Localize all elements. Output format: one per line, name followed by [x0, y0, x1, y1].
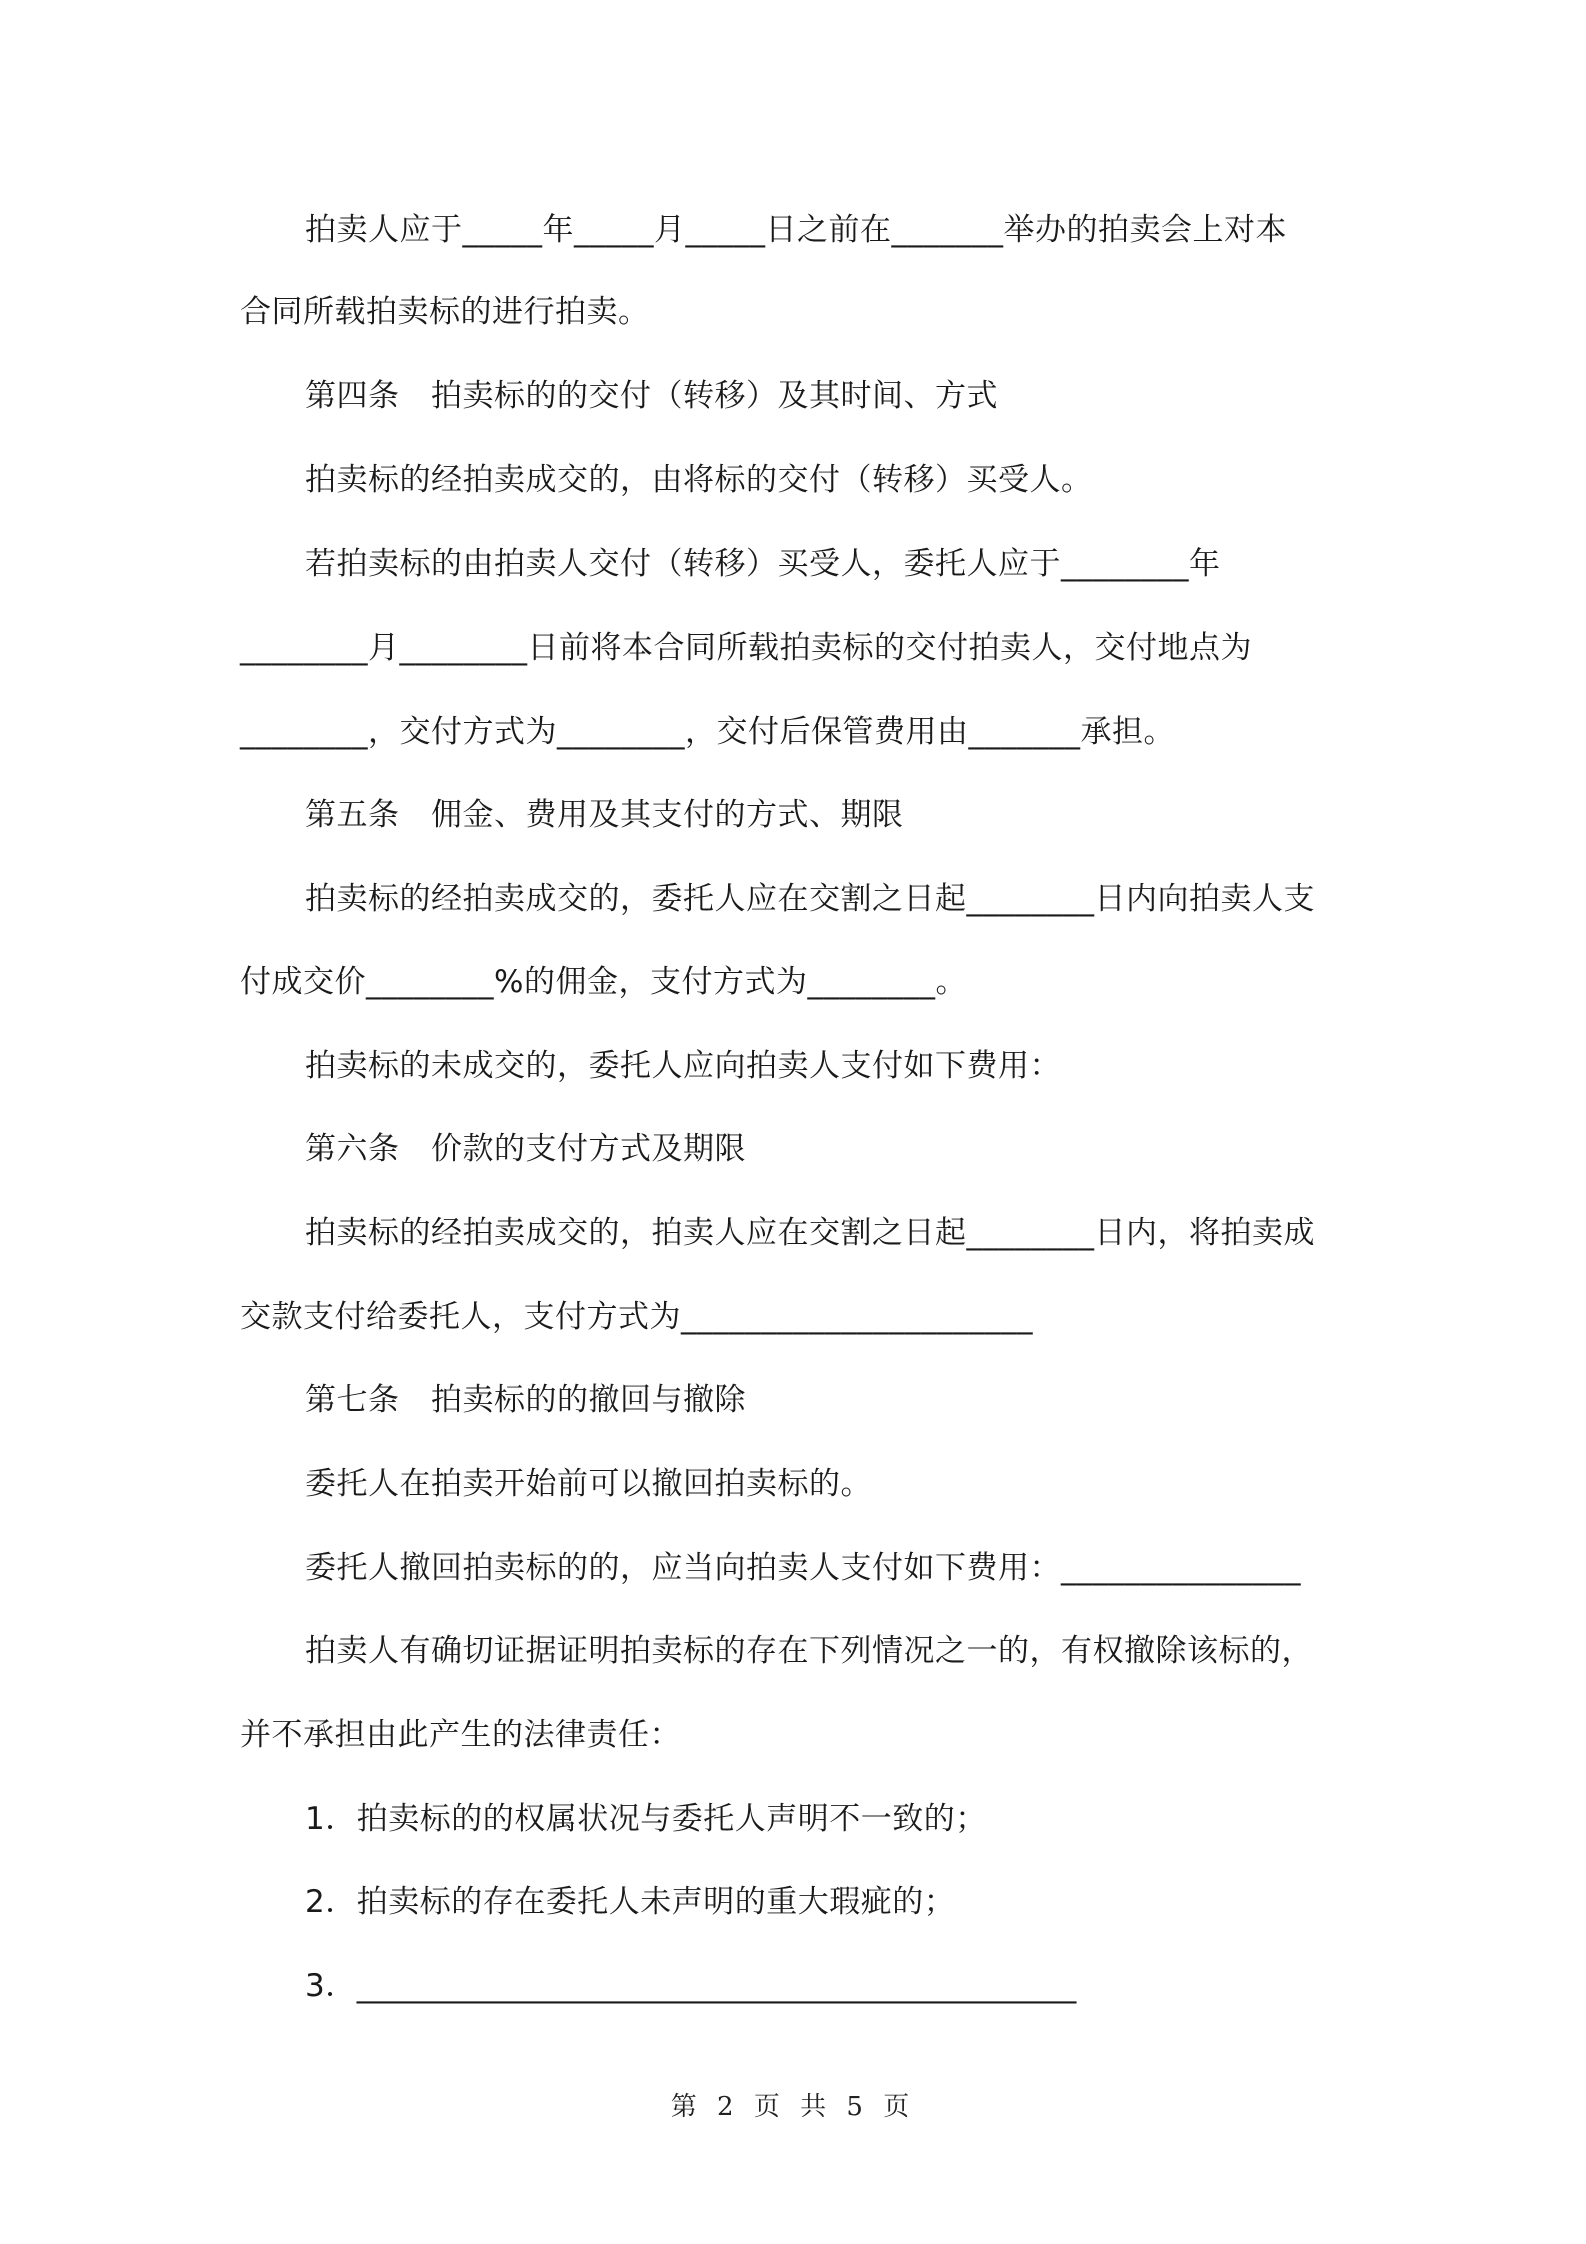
paragraph-line: 付成交价________%的佣金，支付方式为________。	[240, 964, 967, 1000]
paragraph-line: 若拍卖标的由拍卖人交付（转移）买受人，委托人应于________年	[305, 546, 1221, 582]
paragraph-line: 合同所载拍卖标的进行拍卖。	[240, 294, 650, 330]
list-item: 2．拍卖标的存在委托人未声明的重大瑕疵的；	[305, 1884, 956, 1920]
paragraph-line: 拍卖人有确切证据证明拍卖标的存在下列情况之一的，有权撤除该标的，	[305, 1633, 1313, 1669]
section-heading-4: 第四条 拍卖标的的交付（转移）及其时间、方式	[305, 378, 998, 414]
paragraph-line: 拍卖人应于_____年_____月_____日之前在_______举办的拍卖会上对本	[305, 212, 1287, 248]
list-item: 3．_____________________________________________	[305, 1968, 1077, 2004]
list-item: 1．拍卖标的的权属状况与委托人声明不一致的；	[305, 1801, 987, 1837]
section-heading-7: 第七条 拍卖标的的撤回与撤除	[305, 1382, 746, 1418]
paragraph-line: 委托人撤回拍卖标的的，应当向拍卖人支付如下费用：_______________	[305, 1550, 1301, 1586]
section-heading-6: 第六条 价款的支付方式及期限	[305, 1131, 746, 1167]
paragraph-line: 拍卖标的经拍卖成交的，由将标的交付（转移）买受人。	[305, 462, 1093, 498]
paragraph-line: 拍卖标的经拍卖成交的，委托人应在交割之日起________日内向拍卖人支	[305, 881, 1315, 917]
paragraph-line: 拍卖标的未成交的，委托人应向拍卖人支付如下费用：	[305, 1048, 1061, 1084]
paragraph-line: ________月________日前将本合同所载拍卖标的交付拍卖人，交付地点为	[240, 630, 1252, 666]
paragraph-line: 委托人在拍卖开始前可以撤回拍卖标的。	[305, 1466, 872, 1502]
page-footer: 第 2 页 共 5 页	[670, 2092, 916, 2122]
paragraph-line: 并不承担由此产生的法律责任：	[240, 1717, 681, 1753]
paragraph-line: 拍卖标的经拍卖成交的，拍卖人应在交割之日起________日内，将拍卖成	[305, 1215, 1315, 1251]
paragraph-line: ________，交付方式为________，交付后保管费用由_______承担。	[240, 714, 1175, 750]
section-heading-5: 第五条 佣金、费用及其支付的方式、期限	[305, 797, 904, 833]
paragraph-line: 交款支付给委托人，支付方式为______________________	[240, 1299, 1033, 1335]
